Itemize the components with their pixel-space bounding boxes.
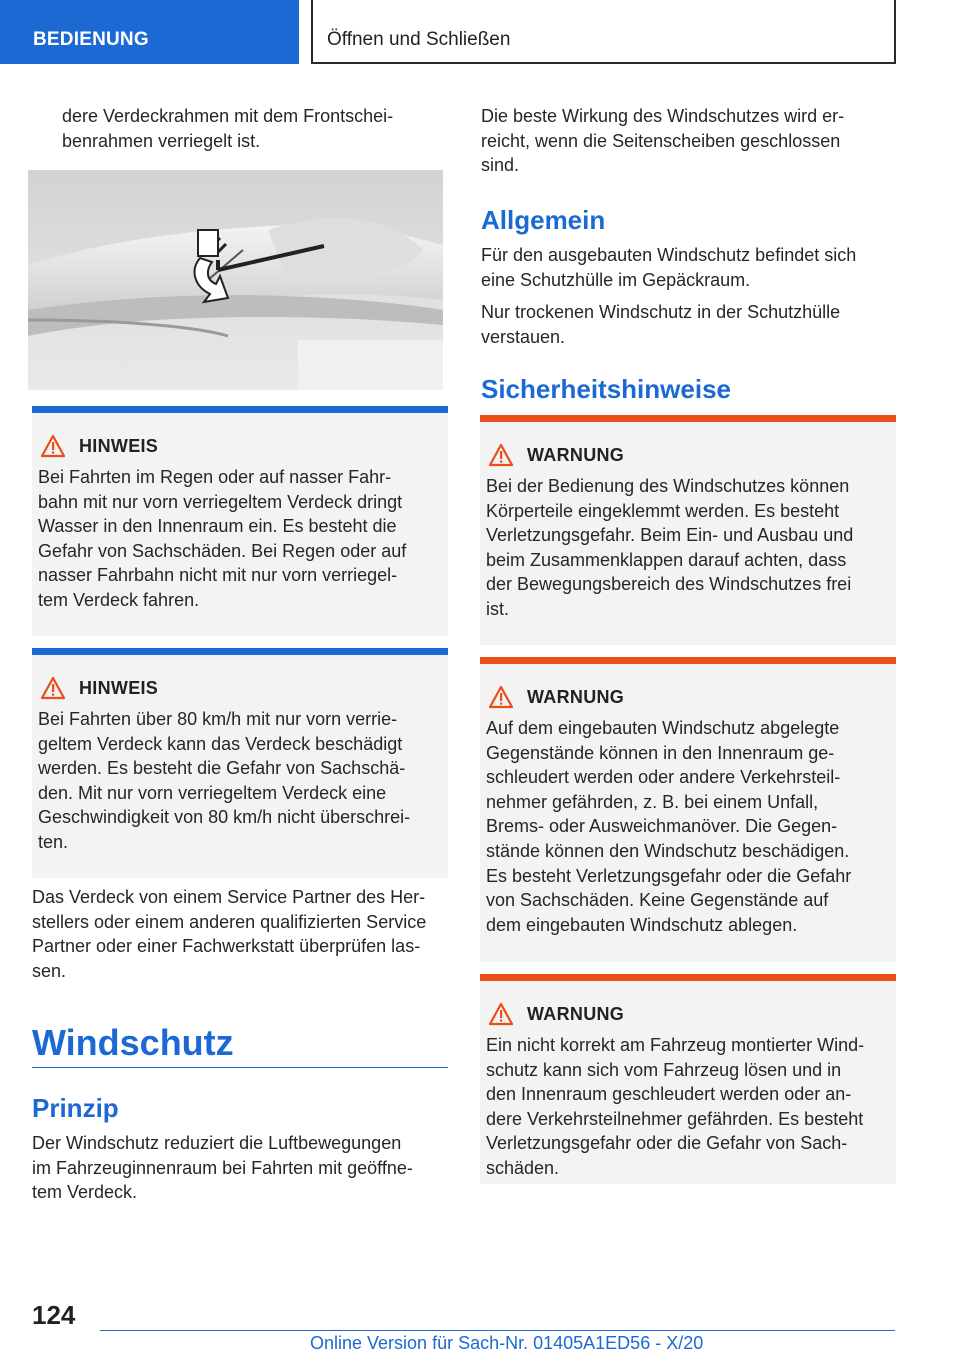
warning-bar — [480, 657, 896, 664]
text-line: Partner oder einer Fachwerkstatt überprüfen las- — [32, 936, 421, 957]
heading-prinzip: Prinzip — [32, 1093, 119, 1123]
notice-title: HINWEIS — [79, 678, 159, 698]
notice-bar — [32, 648, 448, 655]
text-line: Bei der Bedienung des Windschutzes können — [486, 476, 850, 496]
text-line: den. Mit nur vorn verriegeltem Verdeck eine — [38, 782, 387, 803]
page-number: 124 — [32, 1300, 76, 1330]
heading-sicherheitshinweise: Sicherheitshinweise — [481, 374, 731, 404]
service-paragraph — [32, 885, 452, 983]
text-line: bahn mit nur vorn verriegeltem Verdeck dringt — [38, 491, 403, 512]
notice-box — [32, 406, 448, 636]
text-line: schutz kann sich vom Fahrzeug lösen und in — [486, 1059, 842, 1080]
principle-paragraph — [32, 1131, 448, 1205]
warning-text — [486, 716, 892, 937]
text-line: Körperteile eingeklemmt werden. Es besteht — [486, 500, 840, 521]
text-line: Ein nicht korrekt am Fahrzeug montierter Wind- — [486, 1035, 865, 1055]
notice-box — [32, 648, 448, 878]
warning-triangle-icon — [40, 434, 66, 458]
left-intro — [62, 104, 393, 153]
text-line: werden. Es besteht die Gefahr von Sachschä- — [38, 758, 406, 779]
warning-triangle-icon — [40, 676, 66, 700]
text-line: Nur trockenen Windschutz in der Schutzhülle — [481, 302, 841, 322]
text-line: geltem Verdeck kann das Verdeck beschädigt — [38, 733, 403, 754]
warning-title: WARNUNG — [527, 1004, 625, 1024]
text-line: Wasser in den Innenraum ein. Es besteht die — [38, 516, 397, 537]
text-line: Das Verdeck von einem Service Partner des Her- — [32, 887, 426, 907]
warning-bar — [480, 415, 896, 422]
text-line: im Fahrzeuginnenraum bei Fahrten mit geöffne- — [32, 1157, 413, 1178]
text-line: der Bewegungsbereich des Windschutzes frei — [486, 574, 852, 595]
text-line: Es besteht Verletzungsgefahr oder die Gefahr — [486, 865, 852, 886]
text-line: reicht, wenn die Seitenscheiben geschlossen — [481, 130, 841, 151]
warning-box — [480, 657, 896, 962]
warning-text — [486, 1033, 892, 1181]
text-line: Gefahr von Sachschäden. Bei Regen oder auf — [38, 540, 407, 561]
text-line: Die beste Wirkung des Windschutzes wird er- — [481, 106, 845, 126]
warning-box — [480, 415, 896, 645]
heading-windschutz: Windschutz — [32, 1022, 234, 1063]
notice-text — [38, 707, 444, 855]
warning-triangle-icon — [488, 685, 514, 709]
warning-title: WARNUNG — [527, 687, 625, 707]
warning-title: WARNUNG — [527, 445, 625, 465]
text-line: beim Zusammenklappen darauf achten, dass — [486, 549, 847, 570]
text-line: Geschwindigkeit von 80 km/h nicht überschrei- — [38, 807, 411, 828]
warning-triangle-icon — [488, 1002, 514, 1026]
roof-latch-photo — [28, 170, 443, 390]
text-line: schäden. — [486, 1157, 560, 1178]
heading-rule — [32, 1067, 448, 1068]
text-line: verstauen. — [481, 326, 566, 347]
text-line: stellers oder einem anderen qualifizierten Service — [32, 911, 427, 932]
text-line: tem Verdeck fahren. — [38, 589, 200, 610]
text-line: Verletzungsgefahr oder die Gefahr von Sach- — [486, 1133, 848, 1154]
text-line: Bei Fahrten im Regen oder auf nasser Fahr- — [38, 467, 392, 487]
section-tab: BEDIENUNG — [0, 0, 299, 64]
general-paragraph-2 — [481, 300, 897, 349]
warning-box — [480, 974, 896, 1184]
notice-bar — [32, 406, 448, 413]
notice-title: HINWEIS — [79, 436, 159, 456]
chapter-title: Öffnen und Schließen — [311, 0, 896, 64]
text-line: von Sachschäden. Keine Gegenstände auf — [486, 890, 829, 911]
page-header — [0, 0, 960, 66]
general-paragraph-1 — [481, 243, 897, 292]
footer-rule — [100, 1330, 895, 1331]
heading-allgemein: Allgemein — [481, 205, 606, 235]
text-line: stände können den Windschutz beschädigen. — [486, 840, 850, 861]
text-line: tem Verdeck. — [32, 1182, 138, 1203]
text-line: dem eingebauten Windschutz ablegen. — [486, 914, 798, 935]
text-line: schleudert werden oder andere Verkehrsteil- — [486, 767, 841, 788]
text-line: Der Windschutz reduziert die Luftbewegungen — [32, 1133, 402, 1153]
footer-online-version: Online Version für Sach-Nr. 01405A1ED56 - X/20 — [310, 1333, 704, 1353]
text-line: ten. — [38, 831, 69, 852]
text-line: Brems- oder Ausweichmanöver. Die Gegen- — [486, 816, 838, 837]
text-line: eine Schutzhülle im Gepäckraum. — [481, 269, 751, 290]
text-line: nehmer gefährden, z. B. bei einem Unfall, — [486, 791, 819, 812]
warning-text — [486, 474, 892, 622]
text-line: dere Verkehrsteilnehmer gefährden. Es besteht — [486, 1108, 864, 1129]
text-line: Bei Fahrten über 80 km/h mit nur vorn verrie- — [38, 709, 398, 729]
text-line: sen. — [32, 960, 67, 981]
text-line: dere Verdeckrahmen mit dem Frontschei- — [62, 106, 394, 126]
text-line: benrahmen verriegelt ist. — [62, 130, 261, 151]
text-line: ist. — [486, 598, 510, 619]
text-line: Auf dem eingebauten Windschutz abgelegte — [486, 718, 840, 738]
text-line: den Innenraum geschleudert werden oder an- — [486, 1084, 852, 1105]
text-line: sind. — [481, 155, 520, 176]
warning-bar — [480, 974, 896, 981]
right-intro — [481, 104, 897, 178]
text-line: Gegenstände können in den Innenraum ge- — [486, 742, 835, 763]
text-line: nasser Fahrbahn nicht mit nur vorn verriegel- — [38, 565, 398, 586]
text-line: Für den ausgebauten Windschutz befindet sich — [481, 245, 857, 265]
text-line: Verletzungsgefahr. Beim Ein- und Ausbau und — [486, 525, 854, 546]
notice-text — [38, 465, 444, 613]
warning-triangle-icon — [488, 443, 514, 467]
